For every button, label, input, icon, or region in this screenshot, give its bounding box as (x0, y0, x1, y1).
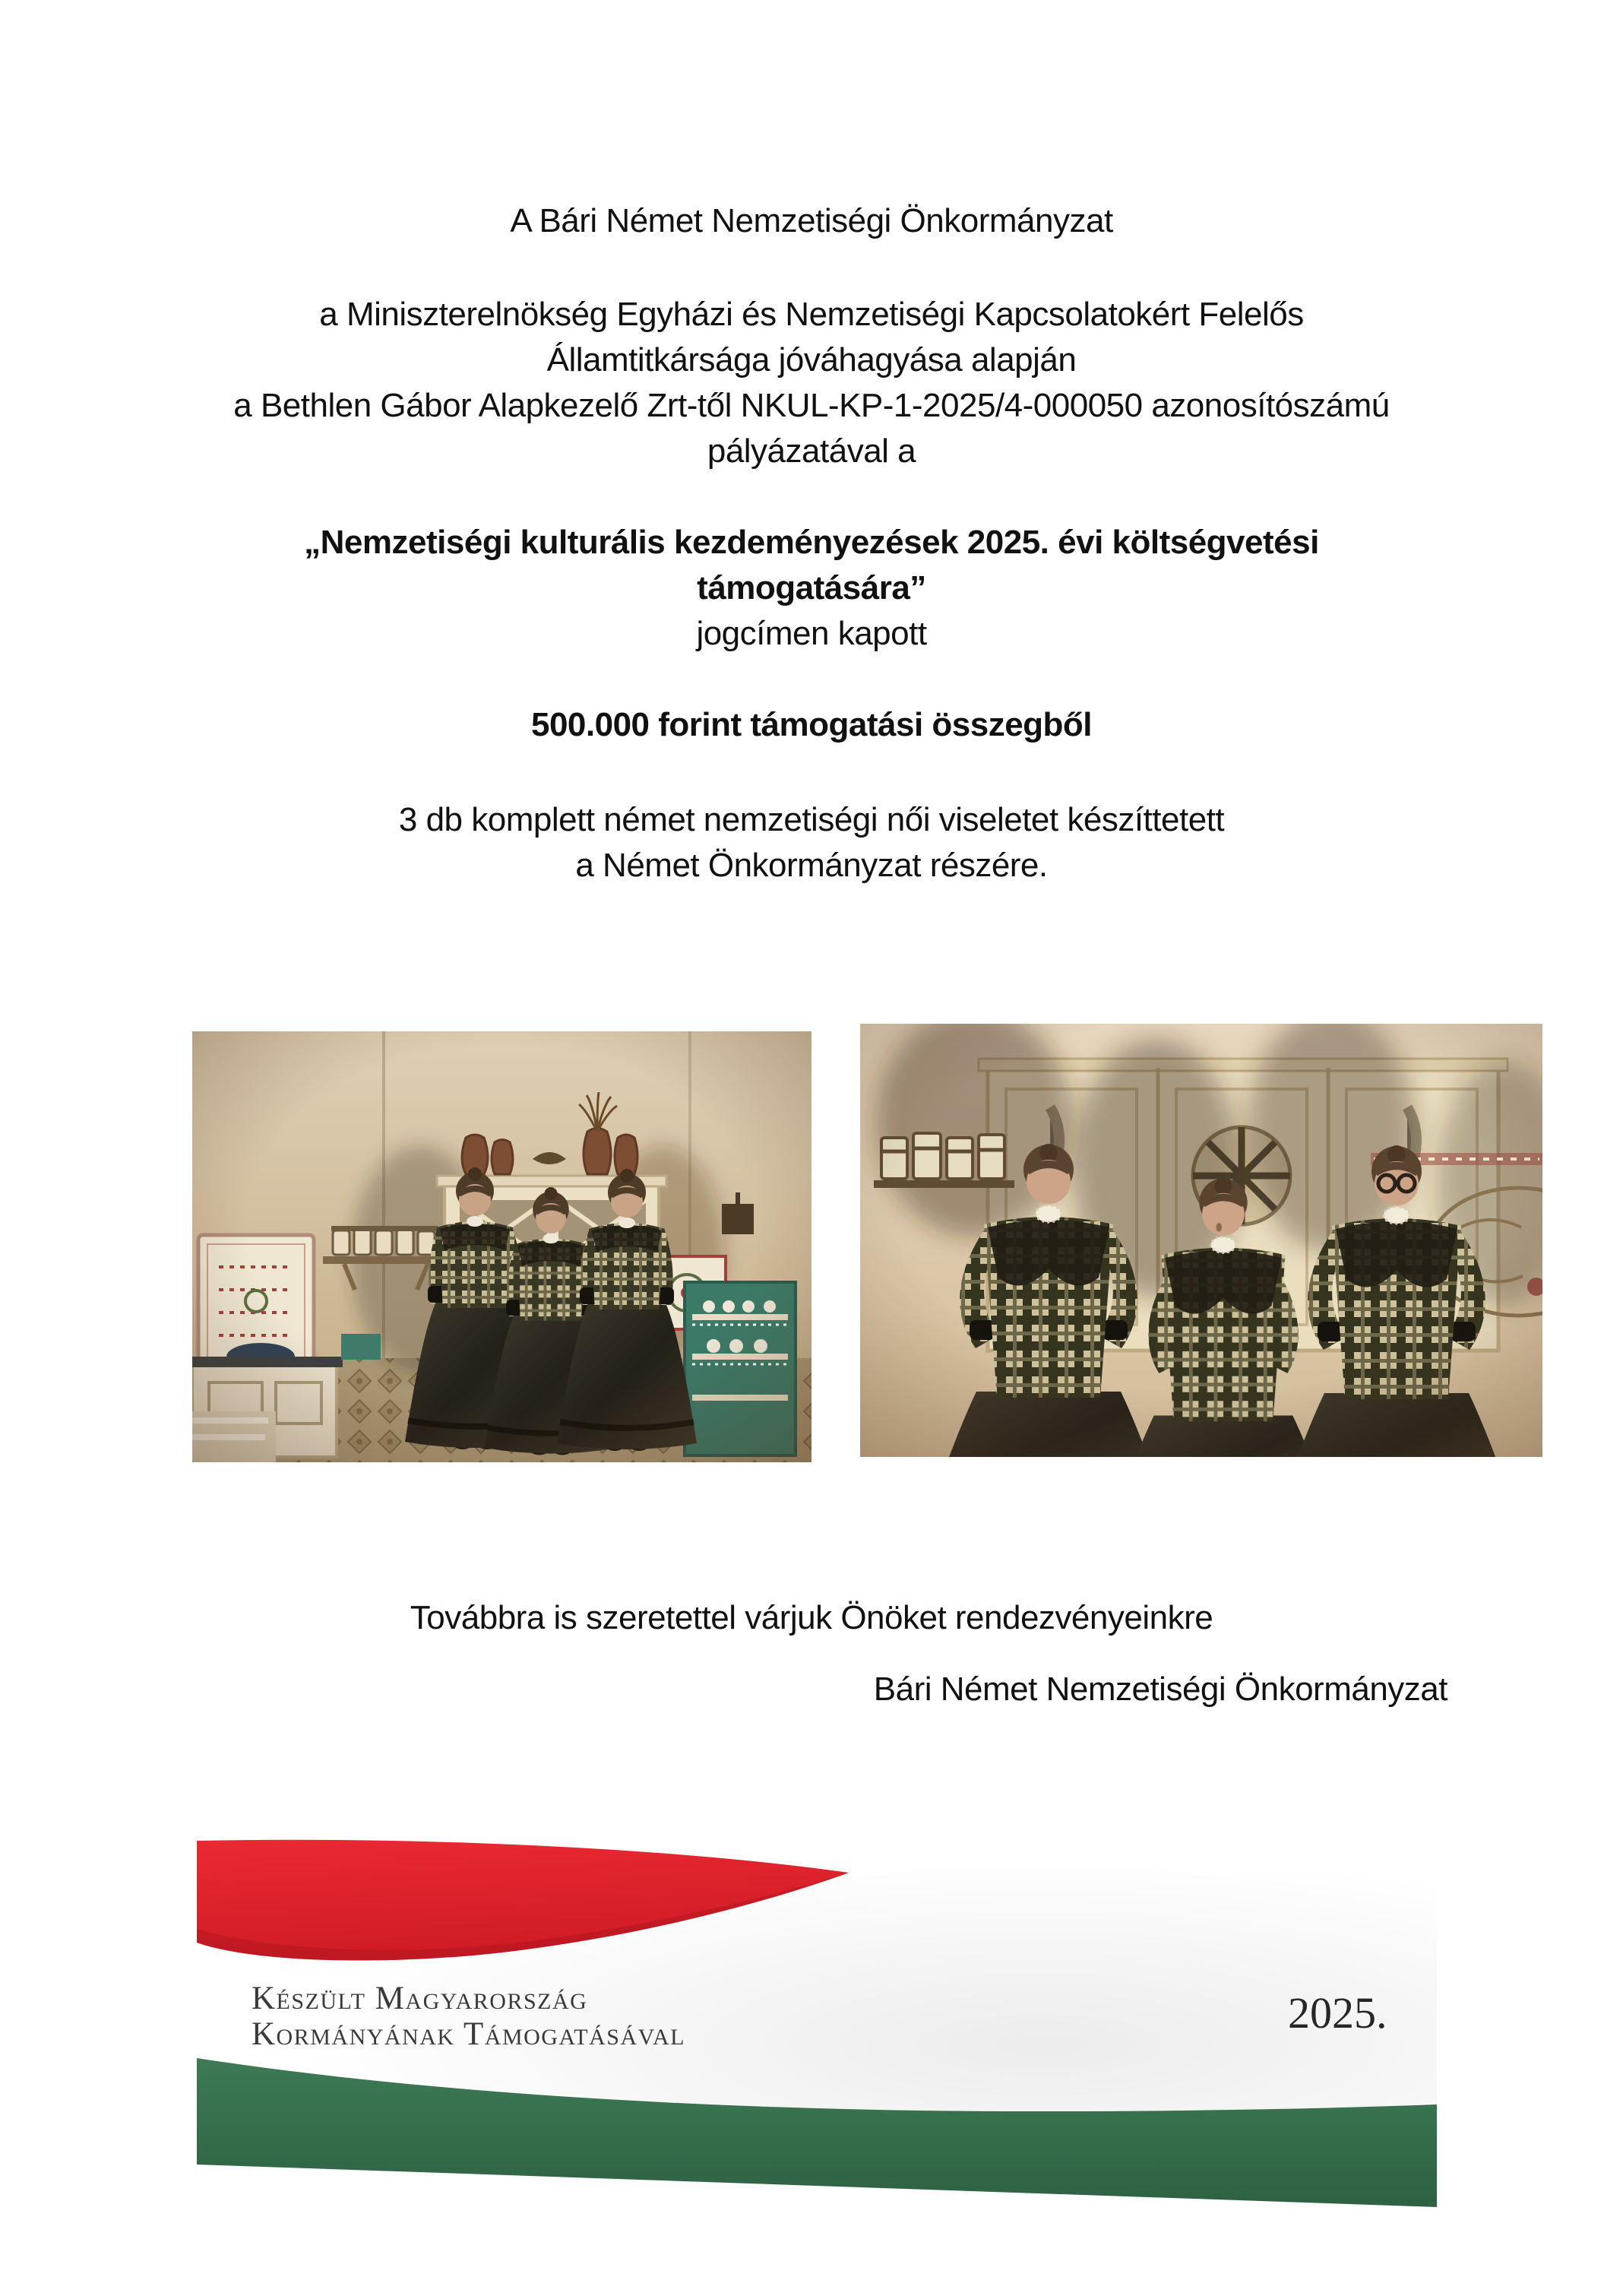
intro-line-4: pályázatával a (707, 432, 916, 470)
credit-line-2: Kormányának Támogatásával (252, 2016, 685, 2052)
grant-suffix: jogcímen kapott (696, 615, 927, 652)
signature-line: Bári Német Nemzetiségi Önkormányzat (873, 1671, 1447, 1708)
government-credit-text (252, 1981, 685, 2052)
doc-title: A Bári Német Nemzetiségi Önkormányzat (510, 202, 1113, 239)
photo-left-illustration (192, 1031, 812, 1462)
government-support-footer (177, 1839, 1444, 2212)
grant-title-line-1: „Nemzetiségi kulturális kezdeményezések 2025. évi költségvetési (304, 524, 1319, 561)
photo-right-illustration (860, 1024, 1542, 1457)
photo-left-kitchen-scene (192, 1031, 812, 1462)
footer-year: 2025. (1288, 1988, 1387, 2038)
intro-line-1: a Miniszterelnökség Egyházi és Nemzetiségi Kapcsolatokért Felelős (319, 296, 1304, 333)
amount-line: 500.000 forint támogatási összegből (530, 706, 1093, 743)
closing-line: Továbbra is szeretettel várjuk Önöket rendezvényeinkre (410, 1599, 1213, 1636)
intro-line-2: Államtitkársága jóváhagyása alapján (546, 341, 1077, 378)
grant-title-line-2: támogatására” (697, 569, 926, 606)
intro-line-3: a Bethlen Gábor Alapkezelő Zrt-től NKUL-KP-1-2025/4-000050 azonosítószámú (233, 387, 1390, 424)
photo-right-group-portrait (860, 1024, 1542, 1457)
result-line-2: a Német Önkormányzat részére. (575, 847, 1048, 884)
credit-line-1: Készült Magyarország (252, 1981, 588, 2016)
result-line-1: 3 db komplett német nemzetiségi női viseletet készíttetett (398, 801, 1225, 838)
